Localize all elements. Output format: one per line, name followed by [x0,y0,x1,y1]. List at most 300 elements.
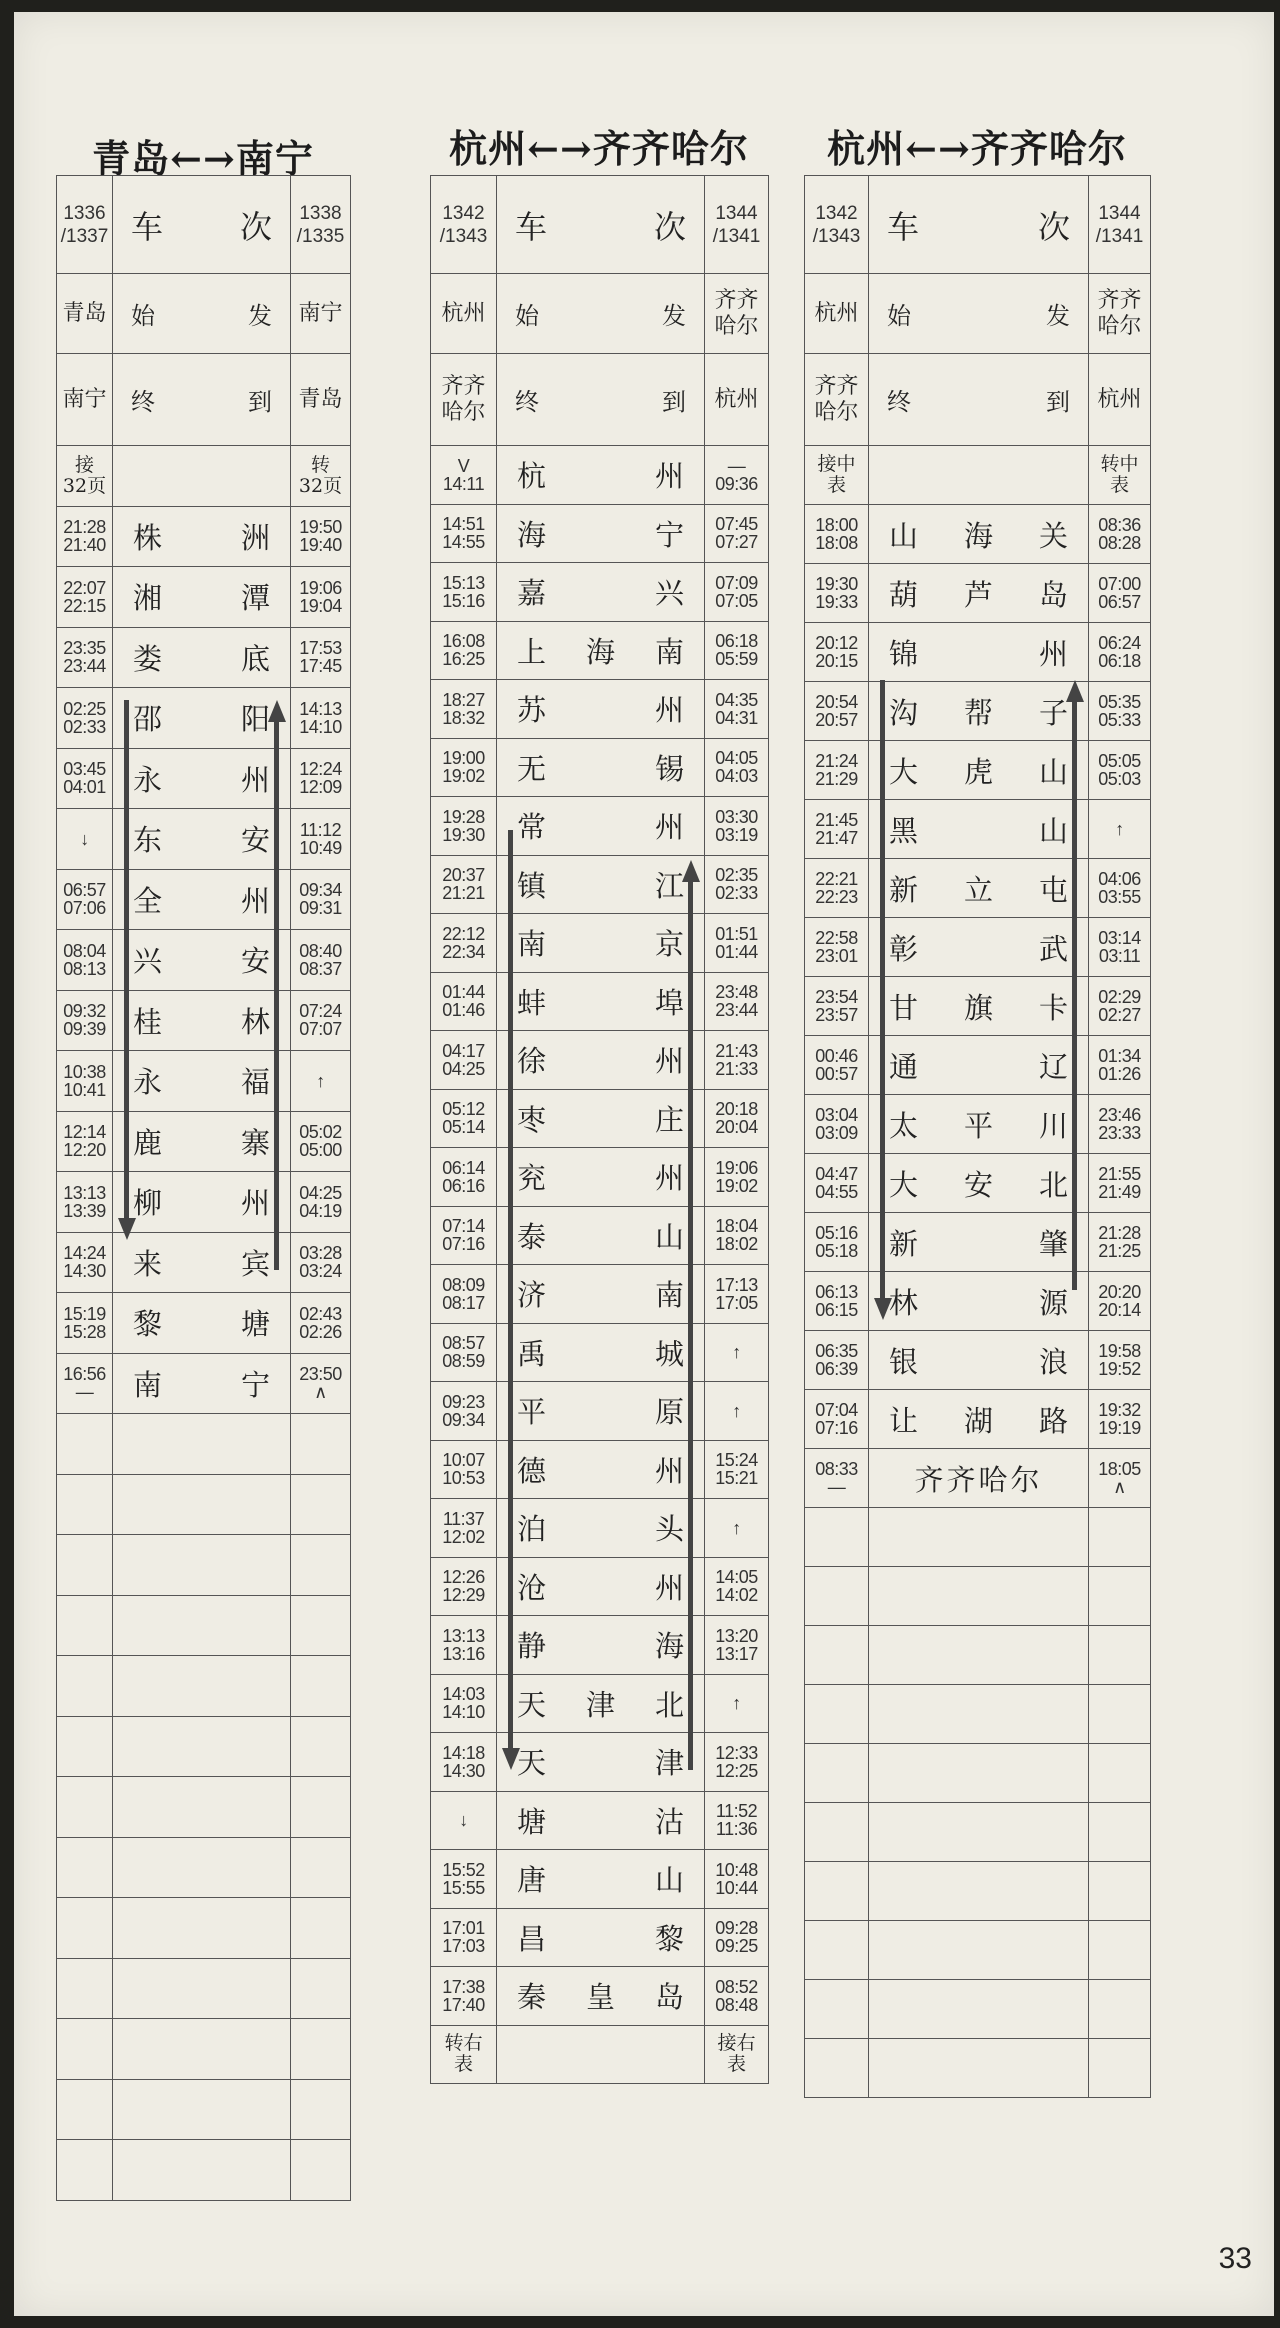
destination-left: 齐齐 哈尔 [431,354,497,446]
station-name [497,981,704,1022]
station-cell [113,1172,291,1233]
table-row [805,800,1151,859]
station-char: 岛 [654,1980,684,2015]
right-time-cell: 07:24 07:07 [291,990,351,1051]
destination-char-2: 到 [248,388,272,416]
station-name [497,513,704,554]
station-cell [113,1353,291,1414]
station-char: 阳 [240,702,270,737]
right-time-cell: 14:05 14:02 [705,1557,769,1616]
station-char: 桂 [133,1004,163,1039]
destination-label [869,354,1089,446]
timetable [804,175,1151,2098]
right-time-cell [1089,1508,1151,1567]
table-row [57,1535,351,1596]
right-time-cell [291,2079,351,2140]
right-time-cell [1089,1744,1151,1803]
station-char: 德 [517,1453,547,1488]
station-name [113,1060,290,1101]
table-row [57,1958,351,2019]
station-name [497,1917,704,1958]
table-row [57,688,351,749]
right-time-cell: 19:50 19:40 [291,506,351,567]
left-time-cell [805,1685,869,1744]
table-row [805,1921,1151,1980]
station-char: 平 [963,1108,993,1143]
station-char: 兖 [517,1161,547,1196]
station-char: 塘 [517,1804,547,1839]
left-time-cell: 01:44 01:46 [431,972,497,1031]
station-cell [113,1837,291,1898]
station-cell [113,869,291,930]
station-char: 旗 [963,990,993,1025]
station-char: 锦 [889,636,919,671]
header-row-origin [431,274,769,354]
station-char: 海 [963,518,993,553]
right-time-cell [1089,1921,1151,1980]
station-char: 株 [133,520,163,555]
station-char: 通 [889,1049,919,1084]
left-time-cell [57,1777,113,1838]
left-time-cell: 07:14 07:16 [431,1206,497,1265]
checi-label [497,176,705,274]
station-cell [497,504,705,563]
station-name [869,986,1088,1027]
destination-char-1: 终 [515,388,539,416]
station-name [113,1302,290,1343]
left-train-number: 1342 /1343 [805,176,869,274]
left-time-cell: 转右 表 [431,2025,497,2084]
table-row [431,1791,769,1850]
station-cell [869,564,1089,623]
destination-char-1: 终 [887,388,911,416]
station-char: 皇 [585,1980,615,2015]
station-name [869,1163,1088,1204]
table-row [431,1616,769,1675]
origin-left: 青岛 [57,274,113,354]
right-time-cell [1089,1685,1151,1744]
station-cell [869,1980,1089,2039]
station-char: 大 [889,754,919,789]
station-char: 大 [889,1167,919,1202]
left-time-cell: 08:09 08:17 [431,1265,497,1324]
station-char: 常 [517,810,547,845]
station-name [113,1121,290,1162]
right-time-cell: ↑ [1089,800,1151,859]
station-cell [869,2039,1089,2098]
station-cell [113,1656,291,1717]
station-char: 路 [1038,1403,1068,1438]
station-name [497,805,704,846]
left-time-cell [57,2019,113,2080]
station-char: 州 [654,693,684,728]
station-cell [497,1323,705,1382]
station-cell [113,809,291,870]
station-char: 州 [240,762,270,797]
table-row [805,564,1151,623]
station-char: 天 [517,1746,547,1781]
left-time-cell [57,1595,113,1656]
station-cell [869,1449,1089,1508]
left-time-cell: 06:35 06:39 [805,1331,869,1390]
right-time-cell: 03:30 03:19 [705,797,769,856]
table-row [57,1595,351,1656]
right-time-cell [1089,1862,1151,1921]
station-char: 济 [517,1278,547,1313]
left-time-cell: 10:07 10:53 [431,1440,497,1499]
station-char: 安 [240,823,270,858]
station-char: 北 [1038,1167,1068,1202]
table-row [57,627,351,688]
destination-label-text [497,382,704,417]
left-time-cell: 22:12 22:34 [431,914,497,973]
table-row [431,504,769,563]
destination-label [113,354,291,446]
left-time-cell: 07:04 07:16 [805,1390,869,1449]
station-char: 平 [517,1395,547,1430]
right-time-cell: 07:45 07:27 [705,504,769,563]
left-time-cell: 22:21 22:23 [805,859,869,918]
station-name [869,573,1088,614]
station-name [497,630,704,671]
left-time-cell: 15:13 15:16 [431,563,497,622]
right-time-cell [291,1535,351,1596]
destination-char-2: 到 [662,388,686,416]
station-cell [869,505,1089,564]
station-cell [497,2025,705,2084]
left-time-cell: 13:13 13:39 [57,1172,113,1233]
station-name [869,927,1088,968]
station-cell [869,1803,1089,1862]
station-char: 海 [517,517,547,552]
left-time-cell: 16:08 16:25 [431,621,497,680]
left-time-cell: 17:38 17:40 [431,1967,497,2026]
left-time-cell: 23:54 23:57 [805,977,869,1036]
right-time-cell: 05:02 05:00 [291,1111,351,1172]
station-char: 黎 [654,1921,684,1956]
right-time-cell: 04:25 04:19 [291,1172,351,1233]
right-time-cell: 11:52 11:36 [705,1791,769,1850]
station-cell [869,1921,1089,1980]
station-cell [113,2079,291,2140]
station-cell [113,2140,291,2201]
table-row [431,2025,769,2084]
right-time-cell [291,1837,351,1898]
right-time-cell: 接右 表 [705,2025,769,2084]
left-time-cell: 19:28 19:30 [431,797,497,856]
station-name [869,1045,1088,1086]
station-char: 南 [517,927,547,962]
station-cell [497,1674,705,1733]
left-time-cell [57,1716,113,1777]
station-char: 津 [654,1746,684,1781]
station-name [869,1281,1088,1322]
station-cell [869,1685,1089,1744]
station-cell [869,1154,1089,1213]
right-time-cell: 08:36 08:28 [1089,505,1151,564]
left-time-cell: 05:16 05:18 [805,1213,869,1272]
station-cell [497,797,705,856]
right-time-cell: 21:43 21:33 [705,1031,769,1090]
table-row [431,680,769,739]
table-row [57,2140,351,2201]
table-row [805,859,1151,918]
station-cell [113,748,291,809]
table-row [805,2039,1151,2098]
station-char: 沧 [517,1570,547,1605]
station-cell [869,623,1089,682]
left-time-cell [805,1921,869,1980]
station-char: 州 [654,1570,684,1605]
destination-char-1: 终 [131,388,155,416]
right-time-cell [291,1656,351,1717]
table-row [805,1331,1151,1390]
destination-label [497,354,705,446]
station-cell [497,621,705,680]
left-time-cell [805,1508,869,1567]
right-time-cell: 19:06 19:04 [291,567,351,628]
left-time-cell: 08:04 08:13 [57,930,113,991]
destination-right: 杭州 [705,354,769,446]
station-char: 彰 [889,931,919,966]
station-char: 鹿 [133,1125,163,1160]
station-char: 秦 [517,1980,547,2015]
right-time-cell: — 09:36 [705,446,769,505]
origin-left: 杭州 [431,274,497,354]
header-row-origin [57,274,351,354]
left-time-cell: 21:24 21:29 [805,741,869,800]
right-train-number: 1344 /1341 [1089,176,1151,274]
station-char: 立 [963,872,993,907]
station-cell [869,1036,1089,1095]
table-row [431,1148,769,1207]
station-name [869,691,1088,732]
table-row [805,1626,1151,1685]
left-time-cell [57,1535,113,1596]
right-time-cell: 20:18 20:04 [705,1089,769,1148]
station-name [113,576,290,617]
station-char: 嘉 [517,576,547,611]
station-cell [113,1111,291,1172]
station-name [497,922,704,963]
left-time-cell: 15:52 15:55 [431,1850,497,1909]
station-name [497,1800,704,1841]
right-time-cell: ↑ [705,1674,769,1733]
station-char: 屯 [1038,872,1068,907]
table-row [57,2079,351,2140]
station-char: 安 [963,1167,993,1202]
station-cell [869,1626,1089,1685]
left-time-cell [57,1474,113,1535]
destination-left: 南宁 [57,354,113,446]
origin-right: 齐齐 哈尔 [705,274,769,354]
station-cell [497,1616,705,1675]
station-name [497,1741,704,1782]
station-char: 州 [654,1044,684,1079]
station-name [869,868,1088,909]
station-char: 太 [889,1108,919,1143]
station-cell [869,1095,1089,1154]
station-char: 宾 [240,1246,270,1281]
station-char: 辽 [1038,1049,1068,1084]
station-name [497,1975,704,2016]
station-char: 镇 [517,868,547,903]
right-time-cell: 13:20 13:17 [705,1616,769,1675]
station-name [869,632,1088,673]
right-time-cell: 05:05 05:03 [1089,741,1151,800]
right-time-cell: 06:18 05:59 [705,621,769,680]
station-cell [113,1716,291,1777]
destination-right: 青岛 [291,354,351,446]
checi-label [869,176,1089,274]
station-cell [497,680,705,739]
station-char: 寨 [240,1125,270,1160]
station-char: 川 [1038,1108,1068,1143]
table-row [57,809,351,870]
station-char: 南 [654,1278,684,1313]
table-row [431,1031,769,1090]
table-row [805,1862,1151,1921]
table-row [431,1089,769,1148]
down-direction-arrow [508,830,513,1750]
station-char: 杭 [517,459,547,494]
right-time-cell: 04:05 04:03 [705,738,769,797]
checi-char-2: 次 [1037,207,1070,246]
right-time-cell [291,1474,351,1535]
station-char: 福 [240,1065,270,1100]
station-cell [113,1051,291,1112]
right-time-cell: 11:12 10:49 [291,809,351,870]
destination-label-text [869,382,1088,417]
left-time-cell [805,1567,869,1626]
header-row-train [57,176,351,274]
station-char: 南 [654,634,684,669]
left-time-cell: 20:37 21:21 [431,855,497,914]
table-row [57,1232,351,1293]
station-name [869,750,1088,791]
table-row [805,1685,1151,1744]
destination-label-text [113,382,290,417]
station-name [113,1363,290,1404]
station-name [869,1222,1088,1263]
right-train-number: 1338 /1335 [291,176,351,274]
station-char: 关 [1038,518,1068,553]
station-char: 无 [517,751,547,786]
station-char: 徐 [517,1044,547,1079]
left-time-cell [57,1898,113,1959]
left-time-cell: 19:30 19:33 [805,564,869,623]
station-char: 泰 [517,1219,547,1254]
station-name [497,688,704,729]
left-time-cell [57,1414,113,1475]
station-cell [497,972,705,1031]
station-char: 州 [1038,636,1068,671]
station-cell [869,1862,1089,1921]
right-time-cell: 19:32 19:19 [1089,1390,1151,1449]
right-time-cell: 02:29 02:27 [1089,977,1151,1036]
origin-left: 杭州 [805,274,869,354]
station-char: 埠 [654,985,684,1020]
left-time-cell [57,2079,113,2140]
checi-text [497,202,704,248]
header-row-destination [57,354,351,446]
origin-label [113,274,291,354]
table-row [431,446,769,505]
table-row [57,1777,351,1838]
station-char: 州 [240,1186,270,1221]
station-char: 昌 [517,1921,547,1956]
left-time-cell: 00:46 00:57 [805,1036,869,1095]
station-name [497,571,704,612]
header-row-destination [431,354,769,446]
timetable [56,175,351,2201]
right-time-cell: 23:48 23:44 [705,972,769,1031]
station-name [497,454,704,495]
left-train-number: 1336 /1337 [57,176,113,274]
table-row [805,1095,1151,1154]
station-name: 齐齐哈尔 [914,1462,1043,1497]
station-char: 肇 [1038,1226,1068,1261]
right-time-cell: 04:06 03:55 [1089,859,1151,918]
left-time-cell [57,1958,113,2019]
left-time-cell: 08:57 08:59 [431,1323,497,1382]
table-row [57,1353,351,1414]
station-char: 锡 [654,751,684,786]
right-time-cell: 23:46 23:33 [1089,1095,1151,1154]
station-char: 山 [1038,813,1068,848]
table-row [805,1508,1151,1567]
right-time-cell: ↑ [705,1499,769,1558]
station-cell [113,1898,291,1959]
station-char: 兴 [133,944,163,979]
left-time-cell: 14:51 14:55 [431,504,497,563]
station-name [869,1399,1088,1440]
station-cell [869,859,1089,918]
station-char: 庄 [654,1102,684,1137]
table-row [805,1980,1151,2039]
station-char: 京 [654,927,684,962]
table-row [431,1499,769,1558]
table-row [431,1557,769,1616]
right-time-cell: 03:14 03:11 [1089,918,1151,977]
left-time-cell [805,1744,869,1803]
station-char: 潭 [240,581,270,616]
table-row [431,1440,769,1499]
checi-char-2: 次 [239,207,272,246]
table-row [431,1206,769,1265]
station-char: 洲 [240,520,270,555]
right-time-cell: 03:28 03:24 [291,1232,351,1293]
left-time-cell [805,1862,869,1921]
right-time-cell: 10:48 10:44 [705,1850,769,1909]
left-time-cell: 20:12 20:15 [805,623,869,682]
up-direction-arrow [274,720,279,1270]
header-row-origin [805,274,1151,354]
origin-right: 齐齐 哈尔 [1089,274,1151,354]
table-row [57,1111,351,1172]
right-time-cell [291,1414,351,1475]
station-char: 黑 [889,813,919,848]
right-time-cell: 19:06 19:02 [705,1148,769,1207]
right-time-cell: 18:05 ∧ [1089,1449,1151,1508]
station-cell [497,1089,705,1148]
left-time-cell [57,1837,113,1898]
right-time-cell [1089,1567,1151,1626]
left-time-cell: 16:56 — [57,1353,113,1414]
block-title: 青岛←→南宁 [92,136,314,181]
right-train-number: 1344 /1341 [705,176,769,274]
right-time-cell: 01:34 01:26 [1089,1036,1151,1095]
